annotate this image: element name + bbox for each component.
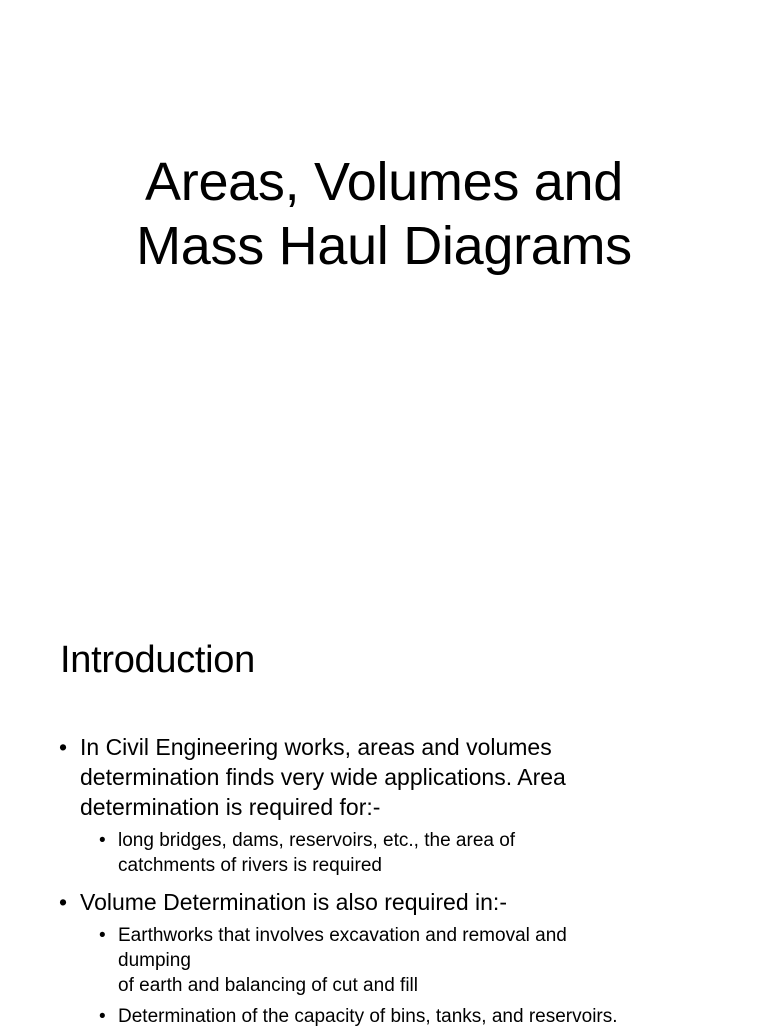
sub-bullet-text-line: of earth and balancing of cut and fill bbox=[118, 975, 418, 996]
bullet-text-line: determination finds very wide applications. Area bbox=[80, 764, 566, 790]
bullet-text-line: In Civil Engineering works, areas and volumes bbox=[80, 734, 552, 760]
bullet-item-volume-determination bbox=[59, 887, 719, 917]
bullet-list bbox=[59, 732, 719, 1035]
sub-bullet-text-line: long bridges, dams, reservoirs, etc., the area of bbox=[118, 830, 516, 851]
sub-bullet-item-earthworks bbox=[59, 923, 719, 998]
sub-bullet-icon: • bbox=[99, 1006, 106, 1027]
bullet-text-line: determination is required for:- bbox=[80, 794, 381, 820]
bullet-icon: • bbox=[59, 734, 68, 760]
bullet-item-area-determination bbox=[59, 732, 719, 822]
sub-bullet-item-bridges bbox=[59, 828, 719, 878]
sub-bullet-text-line: dumping bbox=[118, 950, 191, 971]
section-heading: Introduction bbox=[60, 639, 255, 681]
bullet-text-line: Volume Determination is also required in:- bbox=[80, 889, 507, 915]
bullet-icon: • bbox=[59, 889, 68, 915]
sub-bullet-icon: • bbox=[99, 830, 106, 851]
sub-bullet-item-capacity bbox=[59, 1004, 719, 1029]
slide-title bbox=[0, 150, 768, 278]
sub-bullet-text-line: catchments of rivers is required bbox=[118, 855, 382, 876]
sub-bullet-icon: • bbox=[99, 925, 106, 946]
slide-title-line-1: Areas, Volumes and bbox=[145, 152, 623, 212]
sub-bullet-text-line: Determination of the capacity of bins, tanks, and reservoirs. bbox=[118, 1006, 618, 1027]
slide-title-line-2: Mass Haul Diagrams bbox=[136, 216, 632, 276]
sub-bullet-text-line: Earthworks that involves excavation and removal and bbox=[118, 925, 567, 946]
